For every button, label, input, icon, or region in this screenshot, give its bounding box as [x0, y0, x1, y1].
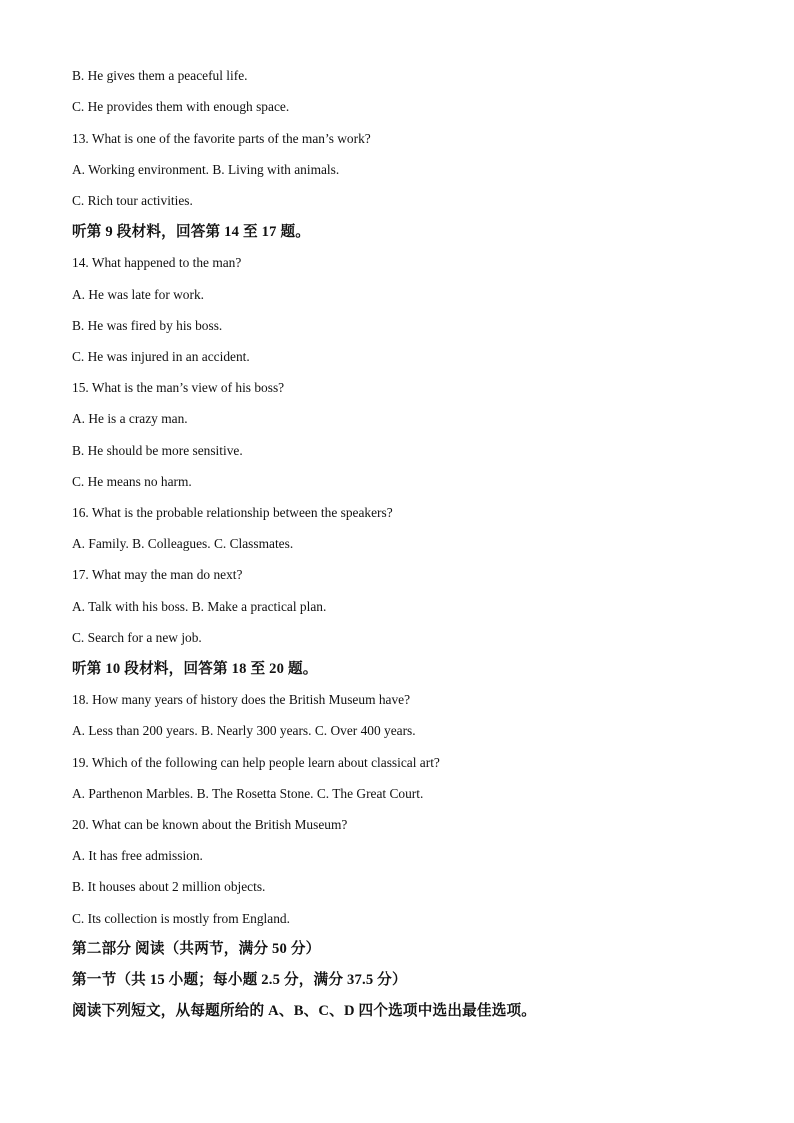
question-20: 20. What can be known about the British Museum? [72, 817, 348, 832]
question-13: 13. What is one of the favorite parts of the man’s work? [72, 131, 371, 146]
option-20a: A. It has free admission. [72, 848, 203, 863]
option-15b: B. He should be more sensitive. [72, 443, 243, 458]
option-12b: B. He gives them a peaceful life. [72, 68, 248, 83]
part-two-heading: 第二部分 阅读（共两节，满分 50 分） [72, 941, 321, 957]
options-18: A. Less than 200 years. B. Nearly 300 years. C. Over 400 years. [72, 723, 416, 738]
section-one-heading: 第一节（共 15 小题；每小题 2.5 分，满分 37.5 分） [72, 972, 407, 988]
options-13ab: A. Working environment. B. Living with animals. [72, 162, 340, 177]
option-15c: C. He means no harm. [72, 474, 192, 489]
option-14b: B. He was fired by his boss. [72, 318, 223, 333]
option-12c: C. He provides them with enough space. [72, 99, 290, 114]
option-13c: C. Rich tour activities. [72, 193, 193, 208]
question-19: 19. Which of the following can help people learn about classical art? [72, 755, 440, 770]
reading-instructions: 阅读下列短文，从每题所给的 A、B、C、D 四个选项中选出最佳选项。 [72, 1003, 537, 1019]
options-17ab: A. Talk with his boss. B. Make a practical plan. [72, 599, 327, 614]
options-16: A. Family. B. Colleagues. C. Classmates. [72, 536, 294, 551]
option-14c: C. He was injured in an accident. [72, 349, 250, 364]
option-15a: A. He is a crazy man. [72, 411, 188, 426]
option-17c: C. Search for a new job. [72, 630, 202, 645]
question-16: 16. What is the probable relationship between the speakers? [72, 505, 393, 520]
options-19: A. Parthenon Marbles. B. The Rosetta Stone. C. The Great Court. [72, 786, 424, 801]
question-15: 15. What is the man’s view of his boss? [72, 380, 285, 395]
option-20b: B. It houses about 2 million objects. [72, 879, 266, 894]
option-20c: C. Its collection is mostly from England. [72, 911, 290, 926]
section-heading-passage-10: 听第 10 段材料，回答第 18 至 20 题。 [72, 661, 318, 677]
question-18: 18. How many years of history does the British Museum have? [72, 692, 411, 707]
question-14: 14. What happened to the man? [72, 255, 242, 270]
section-heading-passage-9: 听第 9 段材料，回答第 14 至 17 题。 [72, 224, 311, 240]
option-14a: A. He was late for work. [72, 287, 205, 302]
question-17: 17. What may the man do next? [72, 567, 243, 582]
